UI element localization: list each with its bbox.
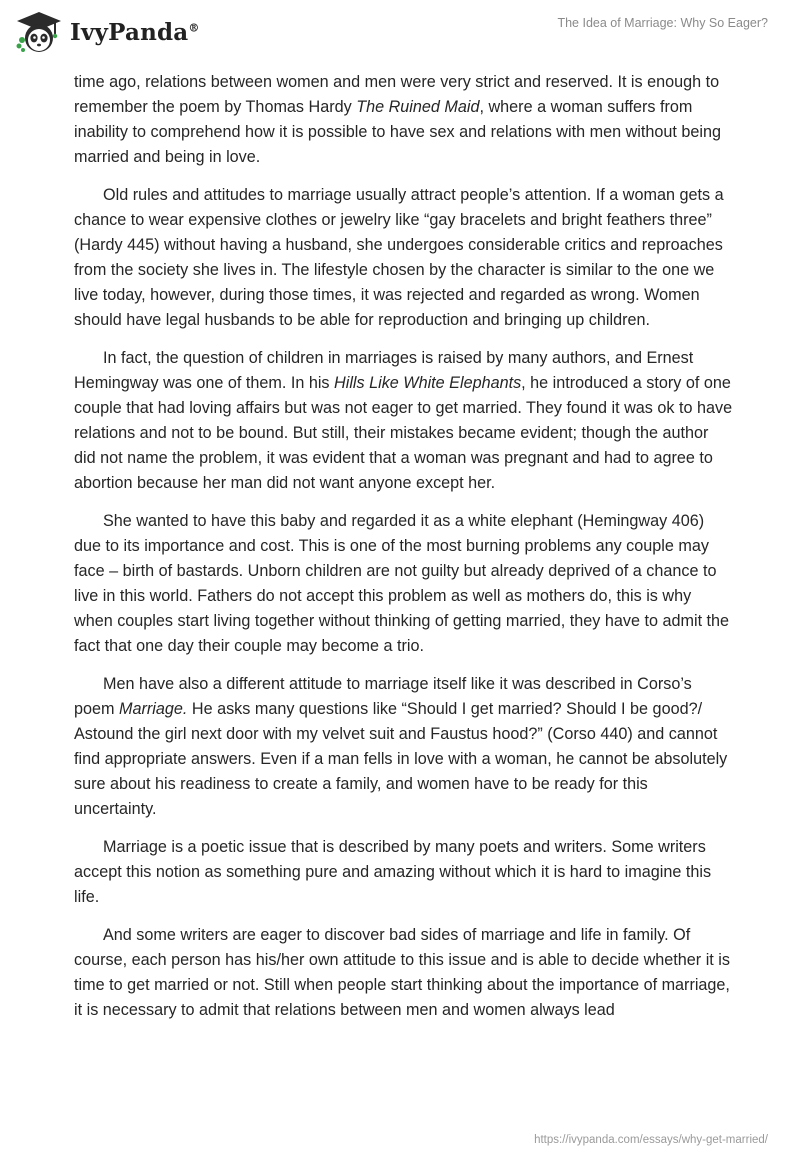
page-header bbox=[0, 0, 800, 64]
story-title: Hills Like White Elephants bbox=[334, 374, 522, 392]
poem-title: Marriage. bbox=[119, 700, 188, 718]
paragraph: And some writers are eager to discover bad sides of marriage and life in family. Of course, each person has his/her own attitude to this issue and is able to decide whether it is time to get married or not. Still when people start thinking about the importance of marriage, it is necessary to admit that relations between men and women always lead bbox=[74, 926, 730, 1019]
document-title: The Idea of Marriage: Why So Eager? bbox=[557, 16, 768, 30]
paragraph: Men have also a different attitude to marriage itself like it was described in Corso’s poem Marriage. He asks many questions like “Should I get married? Should I be good?/ Astound the girl next door with my velvet suit and Faustus hood?” (Corso 440) and cannot find appropriate answers. Even if a man fells in love with a woman, he cannot be absolutely sure about his readiness to create a family, and women have to be ready for this uncertainty. bbox=[74, 675, 728, 818]
brand-name: IvyPanda® bbox=[70, 18, 200, 46]
paragraph: Old rules and attitudes to marriage usually attract people’s attention. If a woman gets a chance to wear expensive clothes or jewelry like “gay bracelets and bright feathers three” (Hardy 445) without having a husband, she undergoes considerable critics and reproaches from the society she lives in. The lifestyle chosen by the character is similar to the one we live today, however, during those times, it was rejected and regarded as wrong. Women should have legal husbands to be able for reproduction and bringing up children. bbox=[74, 186, 724, 329]
paragraph: She wanted to have this baby and regarded it as a white elephant (Hemingway 406) due to its importance and cost. This is one of the most burning problems any couple may face – birth of bastards. Unborn children are not guilty but already deprived of a chance to live in this world. Fathers do not accept this problem as well as mothers do, this is why when couples start living together without thinking of getting married, they have to admit the fact that one day their couple may become a trio. bbox=[74, 512, 730, 655]
source-url[interactable]: https://ivypanda.com/essays/why-get-married/ bbox=[534, 1134, 768, 1146]
paragraph: Marriage is a poetic issue that is described by many poets and writers. Some writers accept this notion as something pure and amazing without which it is hard to imagine this life. bbox=[74, 838, 712, 906]
paragraph: time ago, relations between women and men were very strict and reserved. It is enough to remember the poem by Thomas Hardy The Ruined Maid, where a woman suffers from inability to comprehend how it is possible to have sex and relations with men without being married and being in love. bbox=[74, 73, 721, 166]
paragraph: In fact, the question of children in marriages is raised by many authors, and Ernest Hemingway was one of them. In his Hills Like White Elephants, he introduced a story of one couple that had loving affairs but was not eager to get married. They found it was ok to have relations and not to be bound. But still, their mistakes became evident; though the author did not name the problem, it was evident that a woman was pregnant and had to agree to abortion because her man did not want anyone except her. bbox=[74, 349, 733, 492]
essay-body bbox=[74, 70, 734, 1036]
ivypanda-logo[interactable] bbox=[14, 10, 200, 54]
panda-graduate-icon bbox=[14, 10, 64, 54]
poem-title: The Ruined Maid bbox=[356, 98, 480, 116]
